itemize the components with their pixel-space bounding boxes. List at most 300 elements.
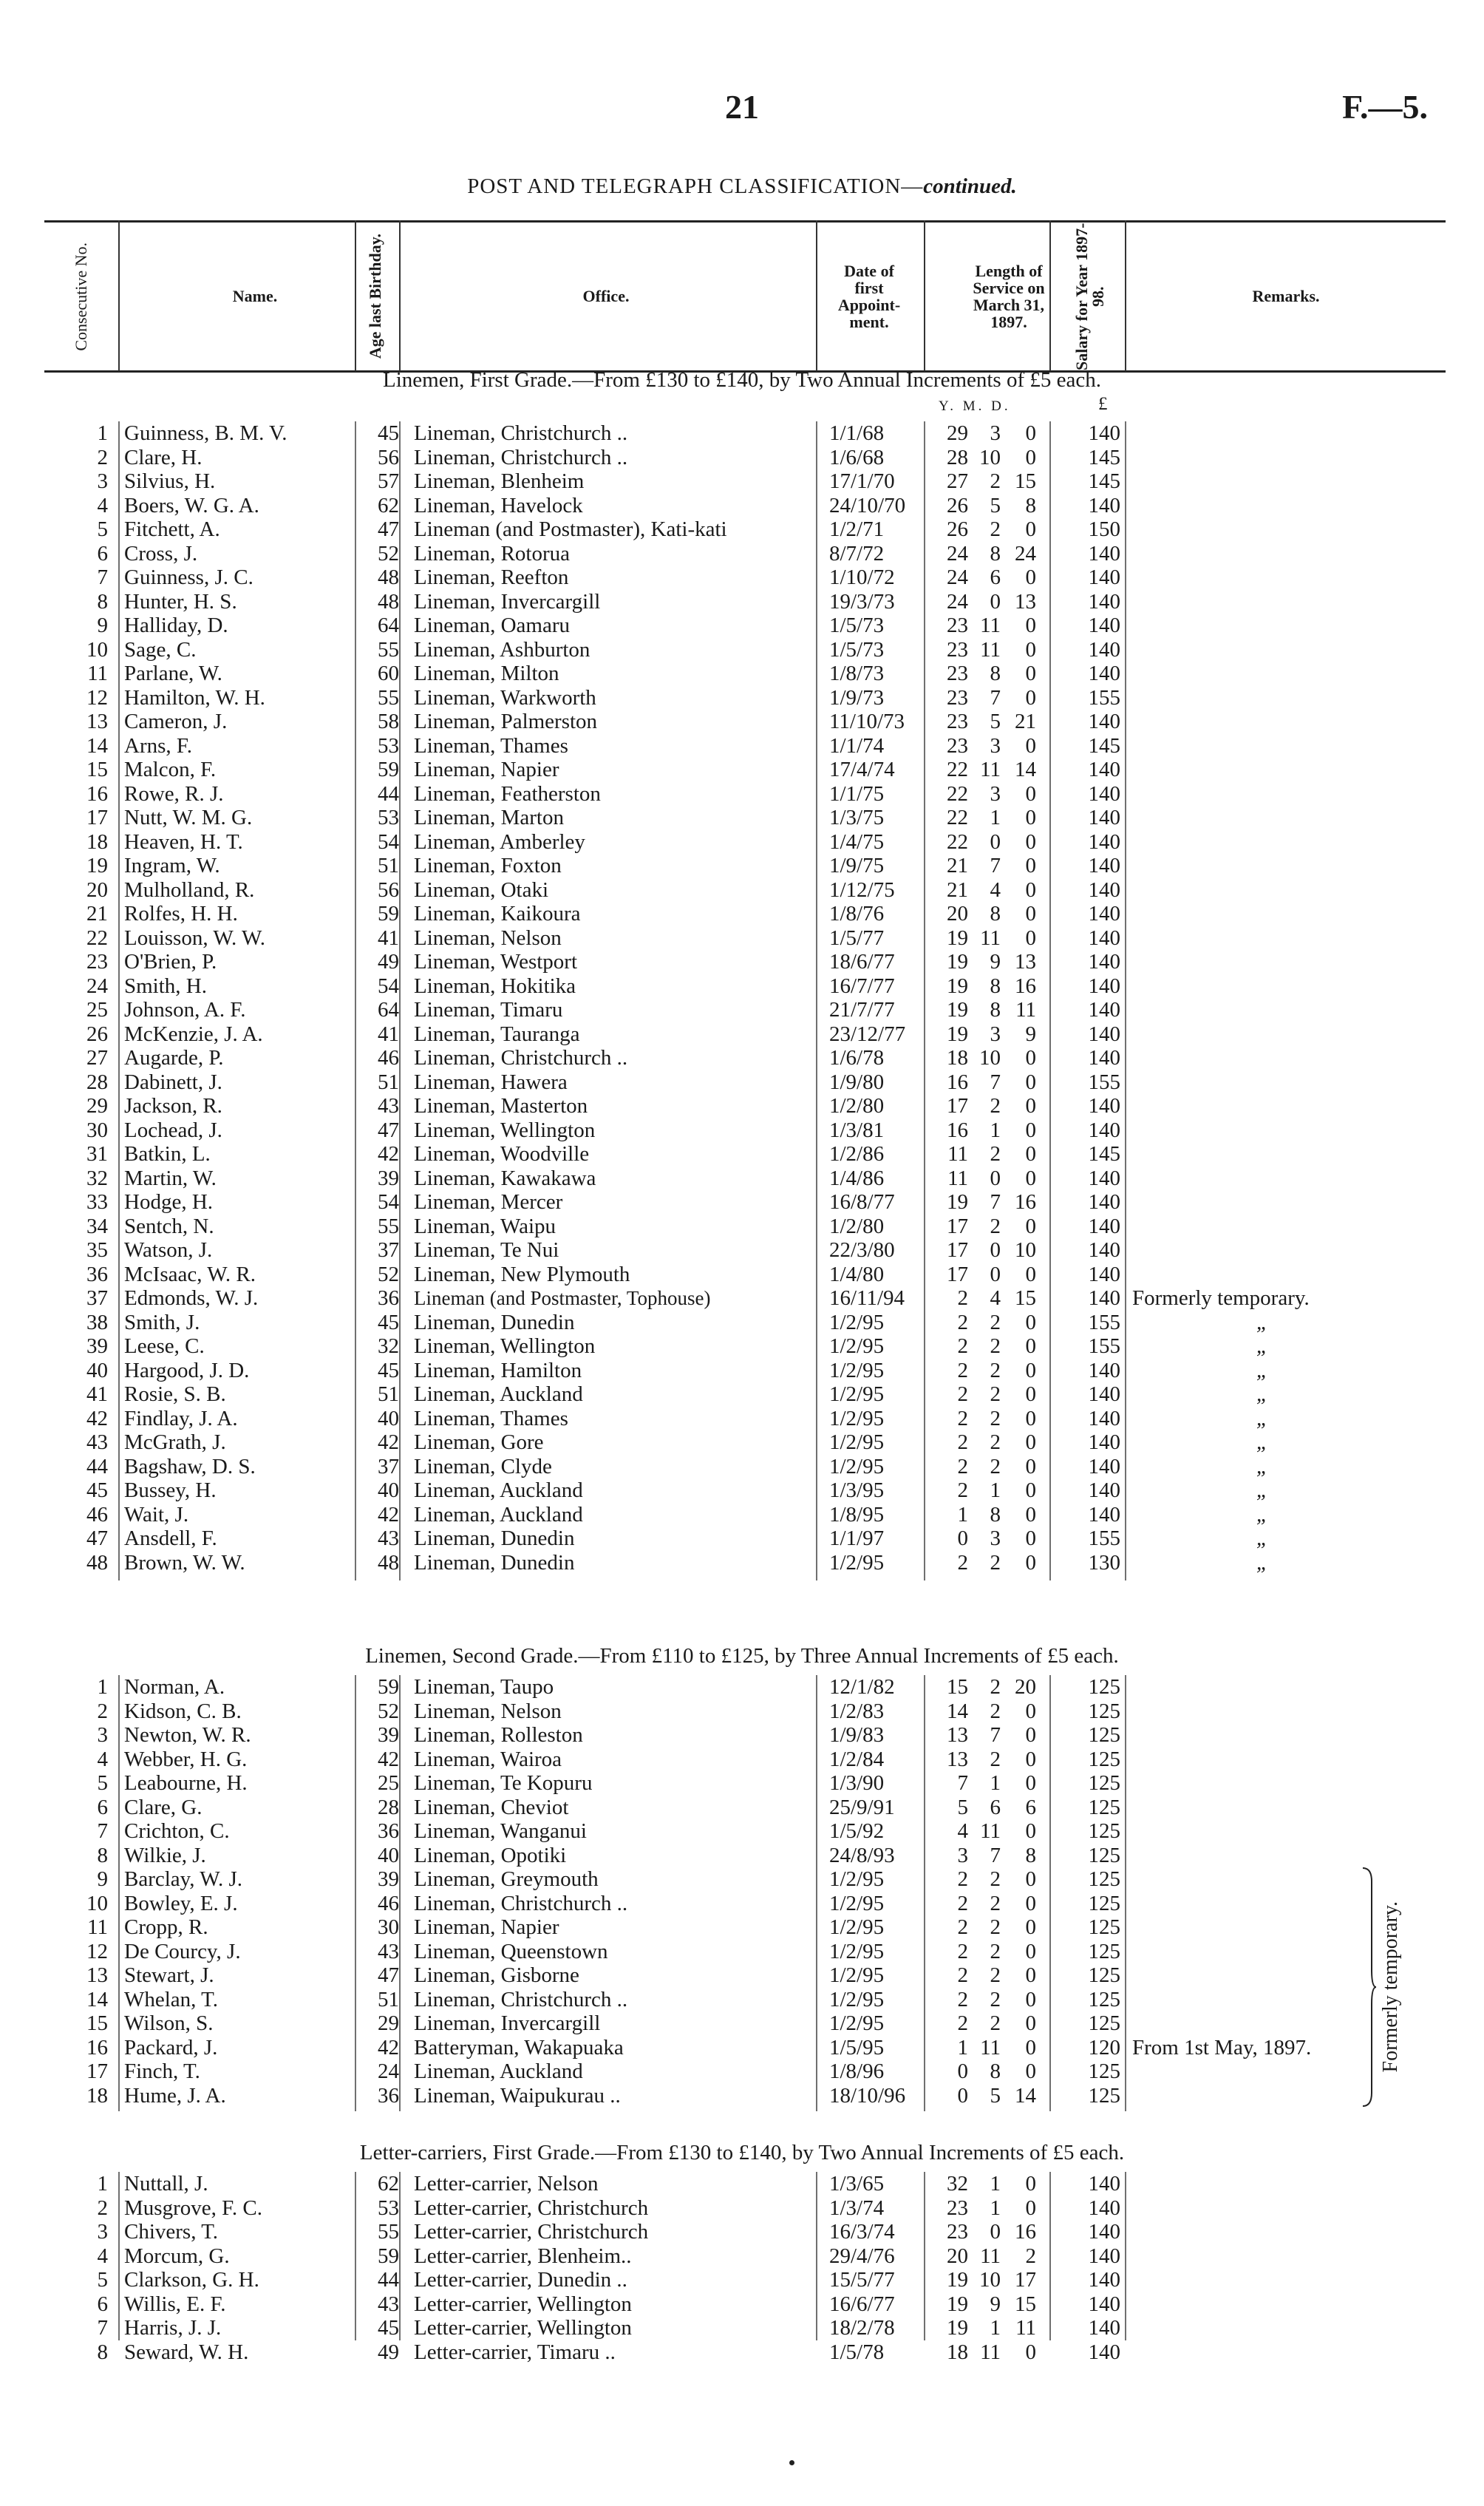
consecutive-number: 21 (86, 902, 108, 926)
age-cell: 49 (378, 950, 399, 974)
office-cell: Lineman, Palmerston (414, 710, 598, 733)
office-cell: Lineman, Hawera (414, 1070, 568, 1094)
consecutive-number: 16 (86, 781, 108, 806)
years-cell: 18 (947, 2340, 968, 2364)
days-cell: 0 (1025, 1502, 1036, 1527)
table-row (0, 2268, 1484, 2292)
days-cell: 0 (1025, 1358, 1036, 1382)
age-cell: 59 (378, 1675, 399, 1699)
column-rule (924, 1675, 925, 2111)
salary-cell: 140 (1088, 1022, 1120, 1046)
years-cell: 0 (957, 2060, 968, 2083)
header-rule (399, 220, 401, 371)
col-remarks: Remarks. (1252, 287, 1320, 306)
col-date: Date of first Appoint-ment. (837, 261, 901, 332)
consecutive-number: 14 (86, 1987, 108, 2011)
office-cell: Lineman, Blenheim (414, 469, 585, 493)
office-cell: Lineman, Christchurch .. (414, 1987, 628, 2011)
days-cell: 0 (1025, 1478, 1036, 1502)
years-cell: 26 (947, 493, 968, 517)
salary-cell: 140 (1088, 541, 1120, 566)
name-cell: Fitchett, A. (124, 517, 220, 541)
months-cell: 5 (990, 710, 1001, 733)
date-cell: 16/11/94 (829, 1286, 905, 1310)
months-cell: 2 (990, 1939, 1001, 1963)
name-cell: Rosie, S. B. (124, 1382, 226, 1406)
column-rule (1049, 421, 1051, 1580)
age-cell: 62 (378, 2172, 399, 2196)
table-row (0, 1819, 1484, 1844)
office-cell: Lineman, Dunedin (414, 1527, 575, 1550)
days-cell: 0 (1025, 733, 1036, 758)
office-cell: Lineman, Thames (414, 733, 568, 758)
consecutive-number: 42 (86, 1406, 108, 1430)
table-row (0, 1046, 1484, 1070)
salary-cell: 125 (1088, 1675, 1120, 1699)
name-cell: Rowe, R. J. (124, 781, 224, 806)
years-cell: 16 (947, 1118, 968, 1142)
months-cell: 8 (990, 541, 1001, 566)
name-cell: Arns, F. (124, 733, 192, 758)
salary-cell: 140 (1088, 854, 1120, 877)
salary-cell: 155 (1088, 1310, 1120, 1334)
months-cell: 2 (990, 1675, 1001, 1699)
remarks-cell: „ (1256, 1334, 1269, 1358)
name-cell: Hunter, H. S. (124, 589, 237, 614)
years-cell: 19 (947, 2316, 968, 2340)
office-cell: Lineman, Rotorua (414, 541, 571, 566)
years-cell: 23 (947, 637, 968, 662)
name-cell: Augarde, P. (124, 1046, 224, 1070)
days-cell: 0 (1025, 1166, 1036, 1190)
name-cell: Harris, J. J. (124, 2316, 222, 2340)
age-cell: 51 (378, 1382, 399, 1406)
date-cell: 1/2/95 (829, 1454, 885, 1478)
name-cell: Cropp, R. (124, 1915, 208, 1939)
date-cell: 12/1/82 (829, 1675, 895, 1699)
years-cell: 13 (947, 1747, 968, 1771)
years-cell: 19 (947, 926, 968, 950)
days-cell: 0 (1025, 1070, 1036, 1094)
office-cell: Lineman, Mercer (414, 1190, 563, 1214)
office-cell: Lineman, Wellington (414, 1118, 596, 1142)
name-cell: Kidson, C. B. (124, 1699, 242, 1723)
table-row (0, 1478, 1484, 1503)
name-cell: McKenzie, J. A. (124, 1022, 263, 1046)
years-cell: 22 (947, 829, 968, 854)
days-cell: 0 (1025, 685, 1036, 710)
months-cell: 11 (980, 2244, 1001, 2268)
months-cell: 2 (990, 1454, 1001, 1478)
salary-cell: 140 (1088, 1094, 1120, 1118)
salary-cell: 140 (1088, 2292, 1120, 2316)
months-cell: 8 (990, 998, 1001, 1022)
col-name: Name. (232, 287, 278, 306)
age-cell: 42 (378, 1502, 399, 1527)
date-cell: 1/2/95 (829, 2011, 885, 2035)
consecutive-number: 15 (86, 758, 108, 781)
age-cell: 42 (378, 1430, 399, 1454)
age-cell: 51 (378, 1987, 399, 2011)
consecutive-number: 24 (86, 974, 108, 998)
column-rule (1125, 2172, 1126, 2340)
date-cell: 1/2/95 (829, 1915, 885, 1939)
table-row (0, 566, 1484, 590)
date-cell: 1/2/71 (829, 517, 885, 541)
consecutive-number: 5 (97, 517, 108, 541)
salary-cell: 125 (1088, 1843, 1120, 1867)
table-row (0, 1215, 1484, 1239)
days-cell: 11 (1015, 998, 1036, 1022)
age-cell: 42 (378, 1747, 399, 1771)
table-row (0, 998, 1484, 1022)
name-cell: Wilson, S. (124, 2011, 214, 2035)
age-cell: 53 (378, 733, 399, 758)
age-cell: 52 (378, 541, 399, 566)
months-cell: 0 (990, 829, 1001, 854)
table-row (0, 1771, 1484, 1796)
age-cell: 45 (378, 421, 399, 445)
date-cell: 1/5/77 (829, 926, 885, 950)
table-row (0, 2316, 1484, 2340)
office-cell: Letter-carrier, Wellington (414, 2292, 632, 2316)
days-cell: 0 (1025, 1527, 1036, 1550)
months-cell: 0 (990, 1238, 1001, 1262)
salary-cell: 145 (1088, 733, 1120, 758)
consecutive-number: 20 (86, 877, 108, 902)
name-cell: Clare, H. (124, 445, 202, 469)
date-cell: 1/12/75 (829, 877, 895, 902)
header-rule (1049, 220, 1051, 371)
salary-cell: 125 (1088, 1795, 1120, 1819)
age-cell: 45 (378, 1358, 399, 1382)
name-cell: Ingram, W. (124, 854, 220, 877)
name-cell: Rolfes, H. H. (124, 902, 238, 926)
salary-cell: 140 (1088, 950, 1120, 974)
consecutive-number: 19 (86, 854, 108, 877)
months-cell: 10 (979, 445, 1001, 469)
age-cell: 54 (378, 974, 399, 998)
months-cell: 2 (990, 1310, 1001, 1334)
months-cell: 8 (990, 1502, 1001, 1527)
office-cell: Batteryman, Wakapuaka (414, 2035, 624, 2060)
months-cell: 2 (990, 1430, 1001, 1454)
column-rule (1125, 1675, 1126, 2111)
age-cell: 55 (378, 685, 399, 710)
remarks-cell: „ (1256, 1310, 1269, 1334)
salary-cell: 140 (1088, 1478, 1120, 1502)
office-cell: Lineman (and Postmaster), Kati-kati (414, 517, 727, 541)
name-cell: Whelan, T. (124, 1987, 218, 2011)
age-cell: 55 (378, 637, 399, 662)
date-cell: 23/12/77 (829, 1022, 906, 1046)
years-cell: 2 (957, 1406, 968, 1430)
office-cell: Lineman, Wellington (414, 1334, 596, 1358)
days-cell: 2 (1025, 2244, 1036, 2268)
months-cell: 2 (990, 1891, 1001, 1915)
days-cell: 9 (1025, 1022, 1036, 1046)
date-cell: 1/2/95 (829, 1550, 885, 1575)
months-cell: 2 (990, 1358, 1001, 1382)
office-cell: Lineman, Te Nui (414, 1238, 559, 1262)
age-cell: 45 (378, 2316, 399, 2340)
consecutive-number: 7 (97, 566, 108, 589)
months-cell: 5 (990, 2083, 1001, 2108)
office-cell: Lineman, Kawakawa (414, 1166, 596, 1190)
salary-unit: £ (1098, 394, 1108, 414)
months-cell: 7 (990, 1843, 1001, 1867)
office-cell: Lineman, Nelson (414, 1699, 562, 1723)
office-cell: Lineman, Timaru (414, 998, 563, 1022)
column-rule (118, 2172, 120, 2340)
age-cell: 55 (378, 2220, 399, 2244)
days-cell: 0 (1025, 1550, 1036, 1575)
age-cell: 39 (378, 1867, 399, 1891)
days-cell: 14 (1015, 2083, 1036, 2108)
page-title (0, 174, 1484, 199)
section-heading-linemen-first: Linemen, First Grade.—From £130 to £140, by Two Annual Increments of £5 each. (383, 368, 1101, 392)
salary-cell: 140 (1088, 421, 1120, 445)
consecutive-number: 11 (87, 1915, 108, 1939)
age-cell: 52 (378, 1699, 399, 1723)
name-cell: Wilkie, J. (124, 1843, 206, 1867)
days-cell: 0 (1025, 421, 1036, 445)
consecutive-number: 8 (97, 589, 108, 614)
months-cell: 0 (990, 589, 1001, 614)
consecutive-number: 3 (97, 469, 108, 493)
consecutive-number: 11 (87, 662, 108, 685)
office-cell: Lineman, Taupo (414, 1675, 554, 1699)
years-cell: 2 (957, 1550, 968, 1575)
date-cell: 1/9/80 (829, 1070, 885, 1094)
consecutive-number: 47 (86, 1527, 108, 1550)
age-cell: 64 (378, 998, 399, 1022)
brace-bracket (1361, 1867, 1378, 2108)
office-cell: Lineman, Greymouth (414, 1867, 599, 1891)
date-cell: 1/4/86 (829, 1166, 885, 1190)
table-row (0, 469, 1484, 494)
name-cell: Leese, C. (124, 1334, 205, 1358)
consecutive-number: 8 (97, 2340, 108, 2364)
consecutive-number: 9 (97, 1867, 108, 1891)
days-cell: 0 (1025, 1118, 1036, 1142)
months-cell: 9 (990, 2292, 1001, 2316)
age-cell: 30 (378, 1915, 399, 1939)
name-cell: McGrath, J. (124, 1430, 226, 1454)
consecutive-number: 28 (86, 1070, 108, 1094)
name-cell: Nuttall, J. (124, 2172, 208, 2196)
consecutive-number: 12 (86, 1939, 108, 1963)
table-row (0, 1359, 1484, 1383)
months-cell: 2 (990, 1334, 1001, 1358)
years-cell: 18 (947, 1046, 968, 1070)
years-cell: 20 (947, 902, 968, 926)
consecutive-number: 45 (86, 1478, 108, 1502)
table-row (0, 2060, 1484, 2084)
office-cell: Lineman, Nelson (414, 926, 562, 950)
header-rule (355, 220, 356, 371)
consecutive-number: 5 (97, 1771, 108, 1795)
consecutive-number: 32 (86, 1166, 108, 1190)
office-cell: Lineman, Waipukurau .. (414, 2083, 621, 2108)
name-cell: Batkin, L. (124, 1142, 211, 1166)
name-cell: Seward, W. H. (124, 2340, 249, 2364)
name-cell: Edmonds, W. J. (124, 1286, 259, 1310)
months-cell: 1 (990, 1771, 1001, 1795)
salary-cell: 140 (1088, 637, 1120, 662)
months-cell: 3 (990, 1022, 1001, 1046)
consecutive-number: 30 (86, 1118, 108, 1142)
office-cell: Lineman, Gisborne (414, 1963, 579, 1987)
name-cell: Cameron, J. (124, 710, 228, 733)
section-rows (0, 1675, 1484, 2108)
years-cell: 15 (947, 1675, 968, 1699)
header-rule (924, 220, 925, 371)
years-cell: 1 (957, 2035, 968, 2060)
salary-cell: 140 (1088, 1430, 1120, 1454)
column-rule (355, 421, 356, 1580)
table-row (0, 517, 1484, 542)
table-row (0, 1022, 1484, 1047)
age-cell: 36 (378, 1286, 399, 1310)
age-cell: 44 (378, 781, 399, 806)
age-cell: 39 (378, 1723, 399, 1747)
years-cell: 4 (957, 1819, 968, 1843)
name-cell: Heaven, H. T. (124, 829, 243, 854)
months-cell: 11 (980, 2340, 1001, 2364)
age-cell: 40 (378, 1406, 399, 1430)
consecutive-number: 37 (86, 1286, 108, 1310)
salary-cell: 140 (1088, 710, 1120, 733)
date-cell: 1/2/95 (829, 1382, 885, 1406)
age-cell: 28 (378, 1795, 399, 1819)
table-row (0, 1551, 1484, 1575)
col-age: Age last Birthday. (366, 234, 384, 359)
consecutive-number: 13 (86, 710, 108, 733)
consecutive-number: 18 (86, 829, 108, 854)
date-cell: 19/3/73 (829, 589, 895, 614)
salary-cell: 140 (1088, 493, 1120, 517)
table-row (0, 734, 1484, 758)
date-cell: 1/3/75 (829, 806, 885, 829)
age-cell: 41 (378, 1022, 399, 1046)
name-cell: Watson, J. (124, 1238, 213, 1262)
office-cell: Lineman, Wanganui (414, 1819, 587, 1843)
consecutive-number: 29 (86, 1094, 108, 1118)
salary-cell: 140 (1088, 1502, 1120, 1527)
office-cell: Lineman, Auckland (414, 1502, 583, 1527)
date-cell: 1/3/81 (829, 1118, 885, 1142)
months-cell: 3 (990, 1527, 1001, 1550)
column-rule (924, 2172, 925, 2340)
date-cell: 1/1/97 (829, 1527, 885, 1550)
days-cell: 0 (1025, 1747, 1036, 1771)
table-row (0, 902, 1484, 926)
years-cell: 19 (947, 2268, 968, 2292)
months-cell: 2 (990, 517, 1001, 541)
months-cell: 3 (990, 781, 1001, 806)
date-cell: 1/8/73 (829, 662, 885, 685)
salary-cell: 145 (1088, 1142, 1120, 1166)
days-cell: 0 (1025, 1454, 1036, 1478)
name-cell: Mulholland, R. (124, 877, 255, 902)
years-cell: 23 (947, 710, 968, 733)
column-rule (1125, 421, 1126, 1580)
name-cell: Norman, A. (124, 1675, 225, 1699)
office-cell: Lineman, Christchurch .. (414, 445, 628, 469)
salary-cell: 155 (1088, 1070, 1120, 1094)
days-cell: 0 (1025, 1430, 1036, 1454)
table-row (0, 2340, 1484, 2365)
footer-dot (789, 2460, 794, 2465)
months-cell: 1 (990, 806, 1001, 829)
name-cell: Parlane, W. (124, 662, 222, 685)
name-cell: Wait, J. (124, 1502, 189, 1527)
table-row (0, 1334, 1484, 1359)
office-cell: Lineman, Dunedin (414, 1550, 575, 1575)
days-cell: 21 (1015, 710, 1036, 733)
age-cell: 59 (378, 2244, 399, 2268)
consecutive-number: 10 (86, 637, 108, 662)
years-cell: 23 (947, 662, 968, 685)
age-cell: 53 (378, 806, 399, 829)
consecutive-number: 6 (97, 2292, 108, 2316)
months-cell: 7 (990, 854, 1001, 877)
days-cell: 13 (1015, 589, 1036, 614)
date-cell: 24/10/70 (829, 493, 906, 517)
days-cell: 0 (1025, 829, 1036, 854)
table-row (0, 710, 1484, 734)
date-cell: 29/4/76 (829, 2244, 895, 2268)
office-cell: Letter-carrier, Blenheim.. (414, 2244, 632, 2268)
name-cell: Bagshaw, D. S. (124, 1454, 256, 1478)
table-row (0, 2220, 1484, 2244)
column-rule (1049, 2172, 1051, 2340)
remarks-cell: „ (1256, 1527, 1269, 1550)
days-cell: 8 (1025, 1843, 1036, 1867)
salary-cell: 140 (1088, 829, 1120, 854)
days-cell: 0 (1025, 1046, 1036, 1070)
months-cell: 2 (990, 1699, 1001, 1723)
name-cell: Brown, W. W. (124, 1550, 245, 1575)
months-cell: 8 (990, 974, 1001, 998)
salary-cell: 140 (1088, 1382, 1120, 1406)
date-cell: 18/2/78 (829, 2316, 895, 2340)
consecutive-number: 48 (86, 1550, 108, 1575)
months-cell: 0 (990, 2220, 1001, 2244)
days-cell: 0 (1025, 2196, 1036, 2220)
header-rule (816, 220, 817, 371)
months-cell: 0 (990, 1166, 1001, 1190)
age-cell: 43 (378, 1094, 399, 1118)
salary-cell: 125 (1088, 1915, 1120, 1939)
table-row (0, 1142, 1484, 1167)
years-cell: 2 (957, 1939, 968, 1963)
years-cell: 3 (957, 1843, 968, 1867)
name-cell: Hamilton, W. H. (124, 685, 265, 710)
age-cell: 37 (378, 1454, 399, 1478)
salary-cell: 125 (1088, 1723, 1120, 1747)
consecutive-number: 8 (97, 1843, 108, 1867)
consecutive-number: 38 (86, 1310, 108, 1334)
days-cell: 0 (1025, 2060, 1036, 2083)
months-cell: 7 (990, 1190, 1001, 1214)
salary-cell: 140 (1088, 2268, 1120, 2292)
salary-cell: 140 (1088, 2340, 1120, 2364)
office-cell: Lineman, Napier (414, 758, 559, 781)
date-cell: 1/9/83 (829, 1723, 885, 1747)
age-cell: 56 (378, 877, 399, 902)
